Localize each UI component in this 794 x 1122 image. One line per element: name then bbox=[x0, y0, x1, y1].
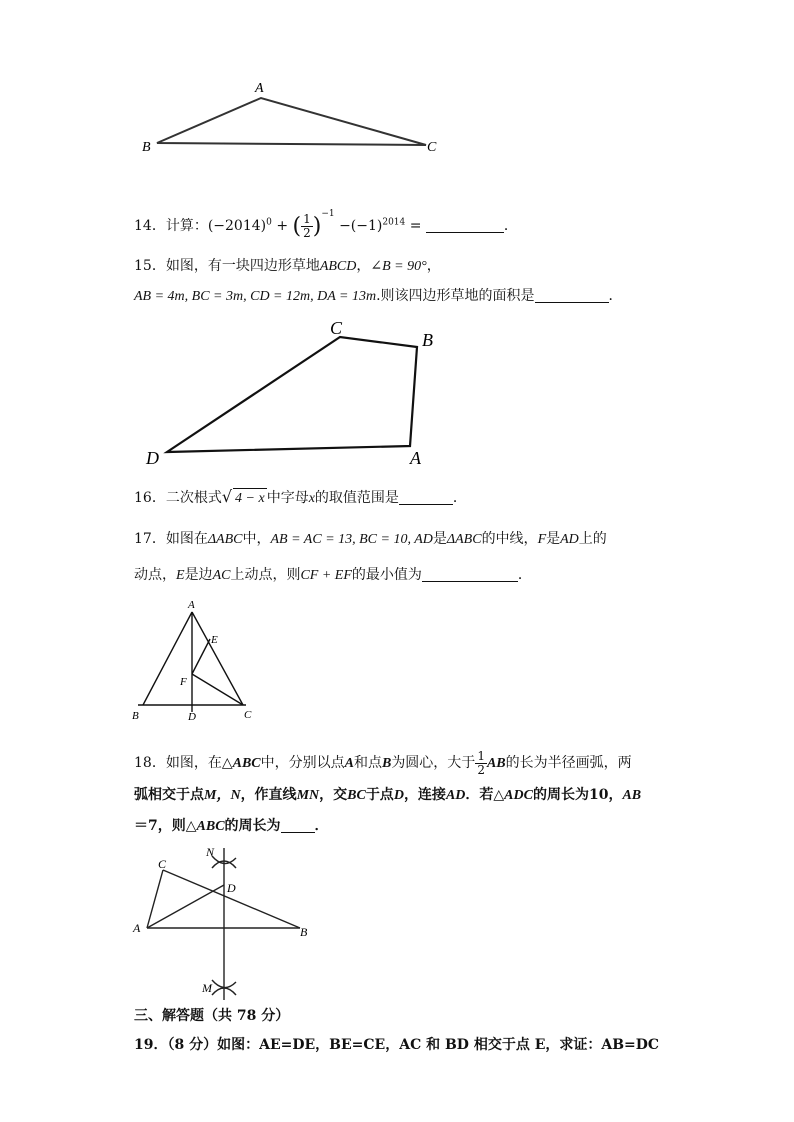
q15-text-b: .则该四边形草地的面积是 bbox=[376, 288, 535, 304]
q17-ac: AC bbox=[212, 568, 231, 583]
label-d: D bbox=[146, 448, 159, 468]
q17-ad: AD bbox=[560, 532, 579, 547]
q15-end: ． bbox=[608, 288, 623, 304]
q17-text-2: 中， bbox=[242, 531, 271, 547]
q18-answer-blank[interactable] bbox=[281, 818, 315, 833]
q14-plus: + bbox=[276, 218, 289, 234]
q18-text-c: 和点 bbox=[353, 755, 382, 771]
q18-ab: AB bbox=[486, 756, 506, 771]
q17-l2-text-4: 的最小值为 bbox=[351, 567, 422, 583]
q18-l3-a: ＝ bbox=[134, 818, 148, 834]
label-a: A bbox=[255, 81, 264, 96]
q18-text-a: 如图，在△ bbox=[165, 755, 233, 771]
label-n: N bbox=[206, 845, 215, 859]
question-18-line-3 bbox=[134, 816, 329, 837]
q18-text-e: 的长为半径画弧，两 bbox=[505, 755, 632, 771]
q14-fraction-num: 1 bbox=[303, 211, 311, 226]
q18-text-b: 中，分别以点 bbox=[260, 755, 345, 771]
question-19 bbox=[134, 1035, 659, 1055]
q17-figure-lines bbox=[138, 612, 246, 712]
q18-l2-c: ，交 bbox=[319, 787, 348, 803]
label-c: C bbox=[158, 857, 167, 871]
figure-quadrilateral-abcd bbox=[140, 316, 450, 471]
q17-triangle-2: ΔABC bbox=[446, 532, 482, 547]
label-b: B bbox=[300, 925, 308, 939]
q14-term-a: (−2014) bbox=[207, 218, 267, 234]
q18-l2-f: ．若△ bbox=[465, 787, 505, 803]
q18-b: B bbox=[381, 756, 392, 771]
figure-triangle-q18 bbox=[128, 840, 318, 1005]
figure-triangle-q17 bbox=[128, 596, 268, 726]
question-14: 14．计算：$(-2014)^0$ + ( $\frac{1}{2}$ )$^{-1} -(-1)^{2014}$ = ． bbox=[134, 209, 518, 240]
q17-text-6: 上的 bbox=[578, 531, 607, 547]
figure-triangle-abc bbox=[130, 76, 460, 170]
label-d: D bbox=[227, 881, 236, 895]
q18-l3-c: 的周长为 bbox=[224, 818, 281, 834]
q18-fraction-den: 2 bbox=[477, 762, 485, 777]
q16-end: ． bbox=[452, 490, 467, 506]
q18-l2-h: ， bbox=[608, 787, 623, 803]
q18-l2-b: ，作直线 bbox=[240, 787, 297, 803]
q16-text-2: 中字母 bbox=[266, 490, 309, 506]
q17-answer-blank[interactable] bbox=[422, 567, 518, 582]
q18-l3-abc: ABC bbox=[196, 819, 225, 834]
q18-l2-ab: AB bbox=[622, 788, 642, 803]
question-18-line-2 bbox=[134, 785, 641, 806]
q17-text-3: 是 bbox=[432, 531, 447, 547]
question-15-line-1 bbox=[134, 256, 441, 277]
quadrilateral-shape bbox=[167, 337, 417, 452]
label-m: M bbox=[202, 981, 212, 995]
q15-line1-end: ， bbox=[426, 258, 441, 274]
q14-fraction bbox=[301, 213, 313, 240]
question-18-line-1 bbox=[134, 748, 632, 779]
q18-l2-dd: D bbox=[393, 788, 404, 803]
q18-l2-adc: ADC bbox=[504, 788, 533, 803]
q15-sep: ， bbox=[356, 258, 371, 274]
label-f: F bbox=[180, 676, 187, 688]
q18-l3-7: 7 bbox=[148, 818, 158, 834]
q15-text-a: 如图，有一块四边形草地 bbox=[165, 258, 320, 274]
label-a: A bbox=[410, 448, 421, 468]
q15-lengths: AB = 4m, BC = 3m, CD = 12m, DA = 13m bbox=[134, 289, 377, 304]
q14-answer-blank[interactable] bbox=[426, 218, 504, 233]
q18-end: ． bbox=[314, 818, 329, 834]
q18-fraction bbox=[475, 750, 487, 777]
q14-eq: = bbox=[409, 218, 422, 234]
q16-text-3: 的取值范围是 bbox=[314, 490, 399, 506]
q16-answer-blank[interactable] bbox=[399, 490, 453, 505]
q16-radicand: 4 − x bbox=[233, 488, 267, 509]
q15-angle: ∠B = 90° bbox=[370, 259, 427, 274]
question-17-line-1 bbox=[134, 529, 607, 550]
q14-end: ． bbox=[503, 218, 518, 234]
q18-abc: ABC bbox=[232, 756, 261, 771]
q14-lead: 计算： bbox=[165, 218, 208, 234]
q14-exp-f: −1 bbox=[321, 209, 335, 219]
q14-exp-a: 0 bbox=[266, 217, 272, 228]
q18-l3-b: ，则△ bbox=[157, 818, 197, 834]
q17-e: E bbox=[176, 568, 185, 583]
q18-l2-a: 弧相交于点 bbox=[134, 787, 204, 803]
label-b: B bbox=[132, 710, 139, 722]
label-a: A bbox=[133, 921, 141, 935]
q16-x: x bbox=[308, 491, 315, 506]
label-a: A bbox=[188, 599, 195, 611]
q18-figure-lines bbox=[147, 848, 300, 1000]
q15-answer-blank[interactable] bbox=[535, 288, 609, 303]
q16-text-1: 二次根式 bbox=[165, 490, 222, 506]
q18-l2-bc: BC bbox=[347, 788, 366, 803]
question-16: 16．二次根式√ 4 − x 中字母x的取值范围是 ． bbox=[134, 487, 467, 509]
question-17-line-2 bbox=[134, 565, 532, 586]
q18-number: 18． bbox=[134, 755, 166, 771]
q14-minus: − bbox=[339, 218, 351, 234]
label-c: C bbox=[244, 709, 252, 721]
q18-a: A bbox=[344, 756, 354, 771]
q14-term-b: (−1) bbox=[350, 218, 383, 234]
q18-text-d: 为圆心，大于 bbox=[391, 755, 476, 771]
q17-text-1: 如图在 bbox=[165, 531, 208, 547]
q17-f: F bbox=[537, 532, 547, 547]
q18-l2-ad: AD bbox=[445, 788, 466, 803]
question-15-line-2 bbox=[134, 286, 623, 307]
label-b: B bbox=[422, 330, 433, 350]
q15-number: 15． bbox=[134, 258, 166, 274]
q18-l2-e: ，连接 bbox=[403, 787, 446, 803]
q17-condition: AB = AC = 13, BC = 10, AD bbox=[270, 532, 433, 547]
q17-l2-text-2: 是边 bbox=[184, 567, 213, 583]
q19-text: （8 分）如图：AE=DE，BE=CE，AC 和 BD 相交于点 E，求证：AB=DC bbox=[167, 1037, 660, 1053]
label-c: C bbox=[330, 318, 343, 338]
q14-fraction-den: 2 bbox=[303, 225, 311, 240]
q18-l2-g: 的周长为 bbox=[532, 787, 589, 803]
q18-l2-d: 于点 bbox=[365, 787, 394, 803]
q14-number: 14． bbox=[134, 218, 166, 234]
q18-fraction-num: 1 bbox=[477, 748, 485, 763]
q19-number: 19． bbox=[134, 1037, 168, 1053]
section-heading: 三、解答题（共 78 分） bbox=[134, 1008, 290, 1024]
q17-l2-text-3: 上动点，则 bbox=[230, 567, 301, 583]
q17-text-4: 的中线， bbox=[481, 531, 538, 547]
triangle-abc-shape bbox=[157, 98, 426, 145]
q15-abcd: ABCD bbox=[319, 259, 357, 274]
q17-expression: CF + EF bbox=[300, 568, 352, 583]
label-c: C bbox=[427, 140, 437, 155]
q17-number: 17． bbox=[134, 531, 166, 547]
label-e: E bbox=[211, 634, 218, 646]
q18-l2-mn: M，N bbox=[204, 788, 241, 803]
q14-exp-b: 2014 bbox=[382, 217, 406, 228]
q18-l2-10: 10 bbox=[588, 787, 609, 803]
q17-text-5: 是 bbox=[546, 531, 561, 547]
label-d: D bbox=[188, 711, 196, 723]
label-b: B bbox=[142, 140, 151, 155]
q17-l2-text-1: 动点， bbox=[134, 567, 176, 583]
q16-number: 16． bbox=[134, 490, 166, 506]
q18-l2-mn2: MN bbox=[296, 788, 320, 803]
q17-triangle: ΔABC bbox=[207, 532, 243, 547]
q17-end: ． bbox=[517, 567, 532, 583]
